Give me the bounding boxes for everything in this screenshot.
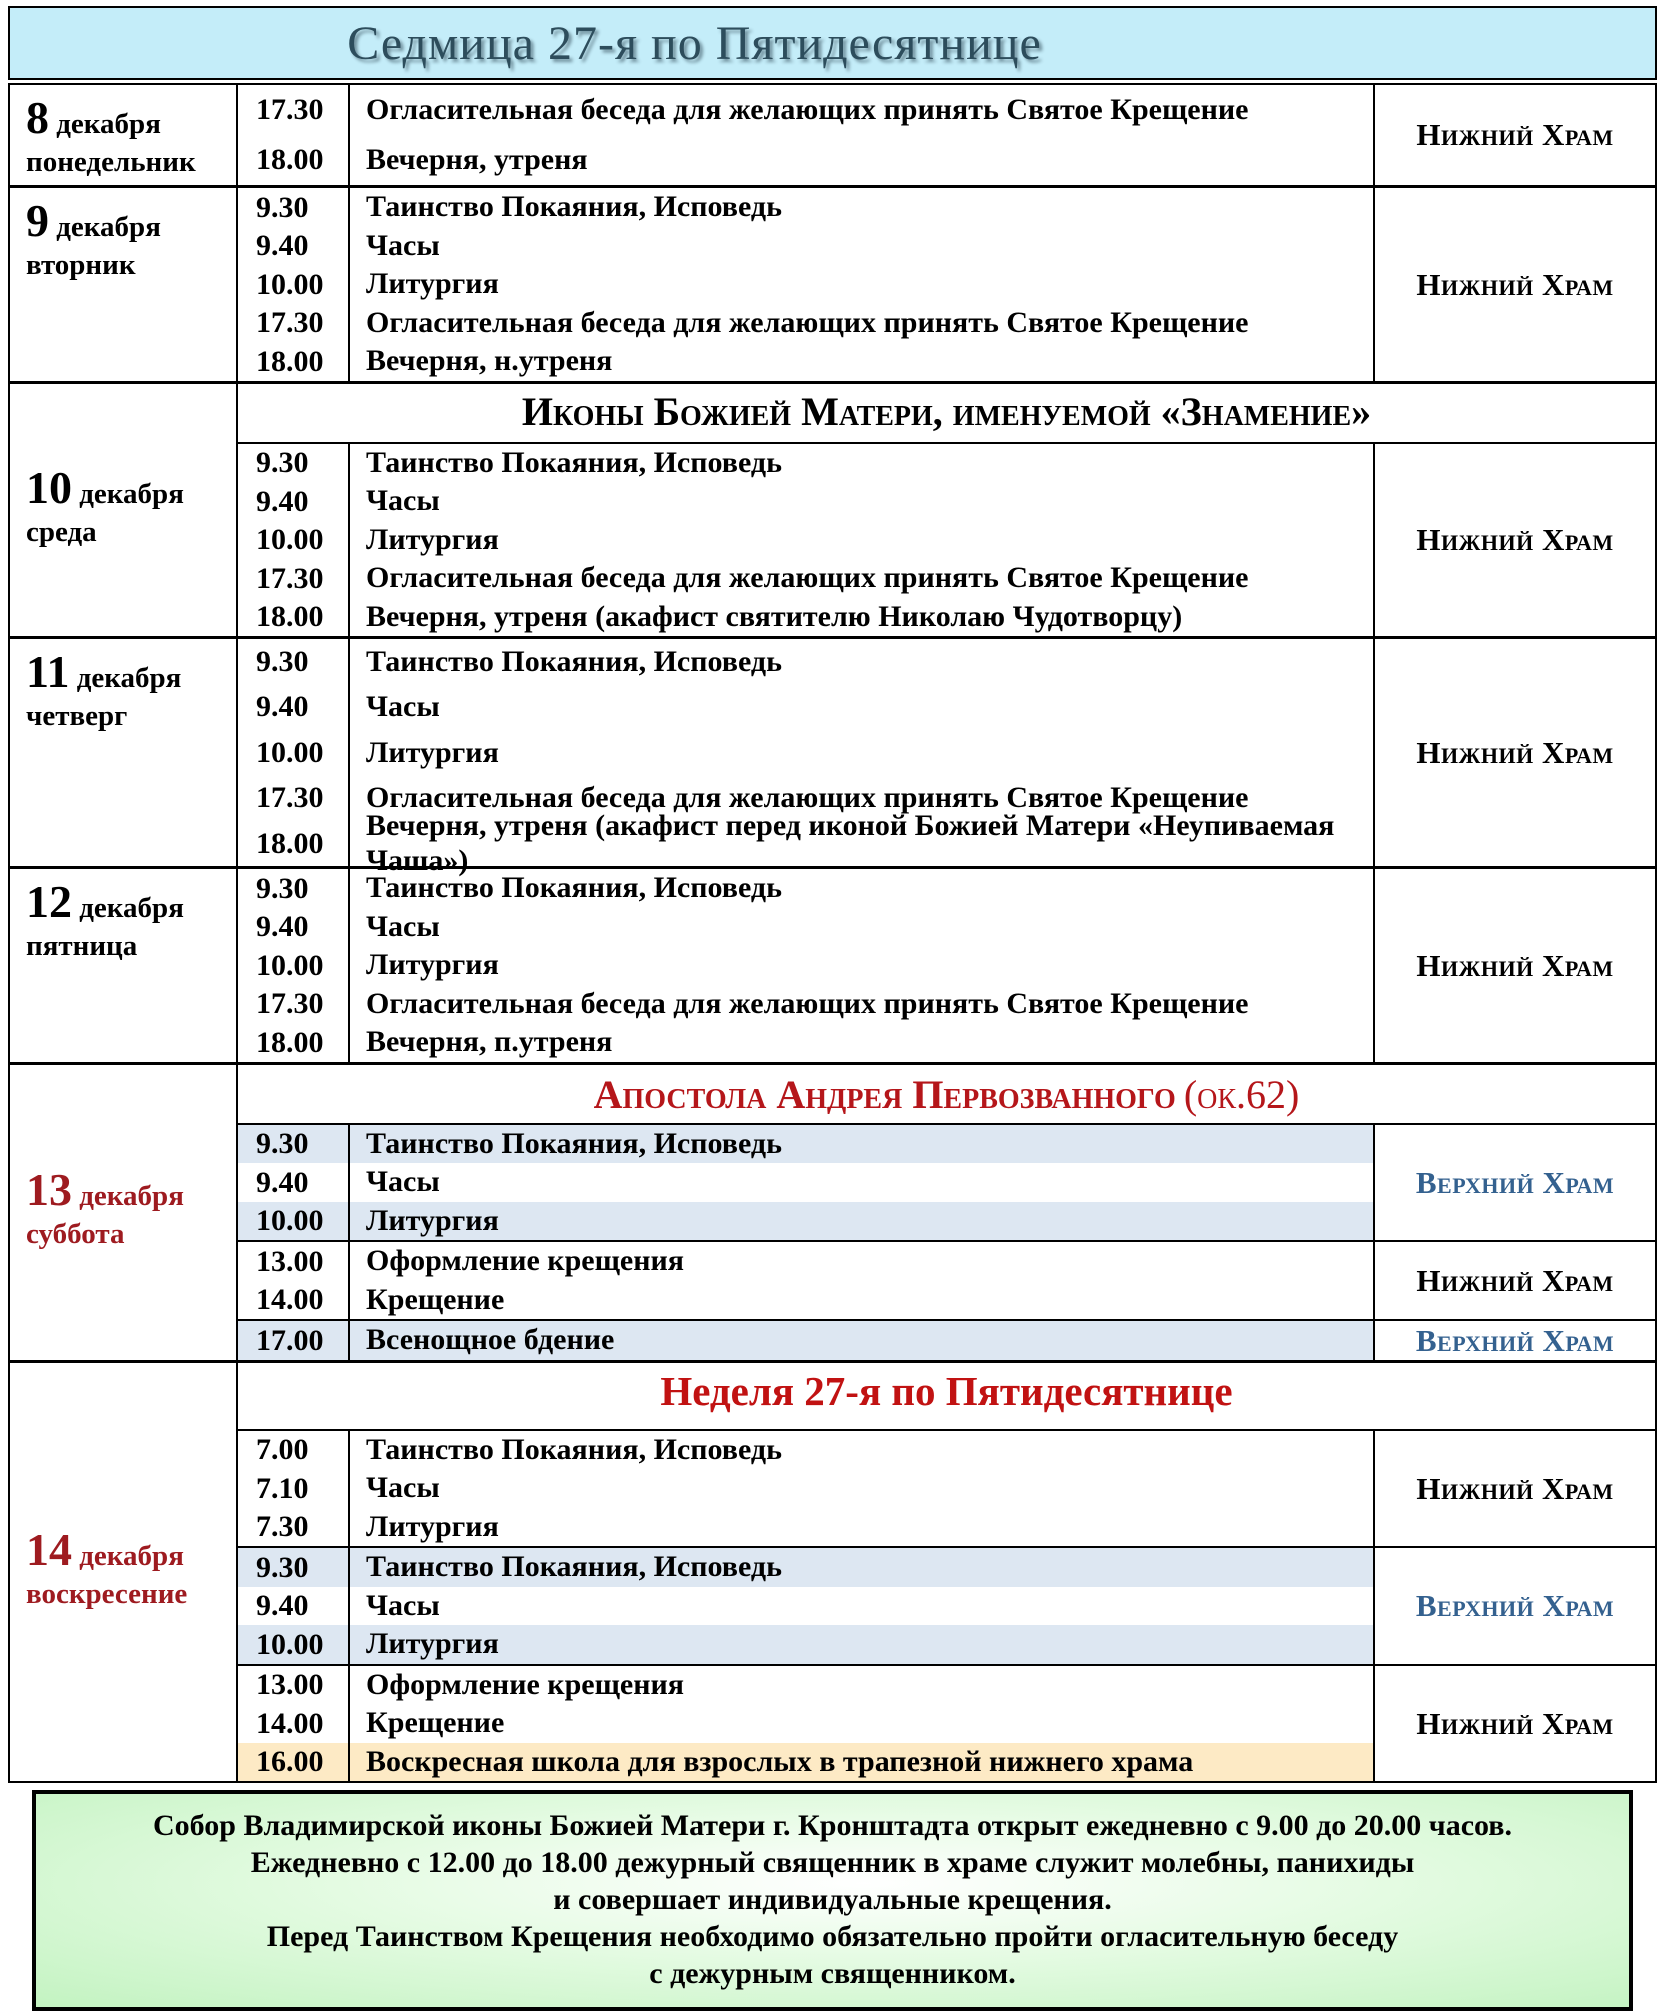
location-cell: Нижний Храм (1373, 1242, 1655, 1319)
date-number: 12 (26, 876, 72, 928)
time-cell: 18.00 (238, 598, 350, 637)
schedule-row (238, 1202, 1373, 1241)
date-cell (10, 639, 238, 866)
service-cell: Таинство Покаяния, Исповедь (366, 1550, 782, 1584)
day-section-понедельник (10, 85, 1655, 185)
date-label (26, 876, 232, 965)
service-cell: Оформление крещения (366, 1244, 685, 1278)
schedule-row (238, 1125, 1373, 1164)
service-rows (238, 1548, 1373, 1664)
time-cell: 17.30 (238, 85, 350, 135)
day-body (238, 188, 1655, 381)
service-cell: Воскресная школа для взрослых в трапезной нижнего храма (366, 1744, 1194, 1778)
service-cell: Таинство Покаяния, Исповедь (366, 1432, 782, 1466)
week-title-bar (8, 6, 1657, 80)
date-month: декабря (72, 892, 184, 925)
schedule-row (238, 639, 1373, 684)
date-month: декабря (72, 1539, 184, 1572)
footer-line: Собор Владимирской иконы Божией Матери г. Кронштадта открыт ежедневно с 9.00 до 20.00 часов. (153, 1809, 1512, 1843)
schedule-row (238, 1666, 1373, 1705)
time-cell: 18.00 (238, 1023, 350, 1062)
date-label (26, 1164, 184, 1253)
service-block (238, 1664, 1655, 1782)
service-block (238, 85, 1655, 185)
service-cell: Литургия (366, 1509, 499, 1543)
date-label (26, 646, 232, 735)
service-cell: Часы (366, 484, 440, 518)
schedule-row (238, 1023, 1373, 1062)
time-cell: 17.00 (238, 1321, 350, 1360)
schedule-row (238, 1242, 1373, 1281)
location-cell: Нижний Храм (1373, 639, 1655, 866)
schedule-row (238, 342, 1373, 381)
time-cell: 17.30 (238, 776, 350, 821)
service-cell: Огласительная беседа для желающих принять Святое Крещение (366, 986, 1249, 1020)
time-cell: 18.00 (238, 135, 350, 185)
schedule-row (238, 444, 1373, 483)
week-title: Седмица 27-я по Пятидесятнице (347, 16, 1042, 70)
schedule-row (238, 188, 1373, 227)
schedule-row (238, 1587, 1373, 1626)
schedule-row (238, 1431, 1373, 1470)
time-cell: 17.30 (238, 985, 350, 1024)
service-cell: Вечерня, н.утреня (366, 344, 613, 378)
date-cell (10, 384, 238, 637)
date-weekday: вторник (26, 249, 136, 282)
day-body (238, 384, 1655, 637)
time-cell: 7.30 (238, 1508, 350, 1547)
schedule-row (238, 809, 1373, 877)
time-cell: 9.30 (238, 869, 350, 908)
service-block (238, 1125, 1655, 1241)
feast-suffix: (ок.62) (1183, 1071, 1300, 1117)
date-month: декабря (49, 108, 161, 140)
service-cell: Вечерня, п.утреня (366, 1025, 613, 1059)
service-cell: Часы (366, 690, 440, 724)
feast-header (238, 384, 1655, 444)
schedule-row (238, 985, 1373, 1024)
service-rows (238, 1431, 1373, 1547)
schedule-row (238, 1743, 1373, 1782)
schedule-row (238, 135, 1373, 185)
date-weekday: понедельник (26, 145, 196, 178)
time-cell: 7.10 (238, 1469, 350, 1508)
service-cell: Крещение (366, 1282, 505, 1316)
schedule-table (8, 83, 1657, 1783)
day-section-среда (10, 381, 1655, 637)
date-number: 9 (26, 195, 49, 247)
time-cell: 9.30 (238, 1548, 350, 1587)
schedule-row (238, 1625, 1373, 1664)
schedule-row (238, 598, 1373, 637)
time-cell: 10.00 (238, 730, 350, 775)
schedule-row (238, 1508, 1373, 1547)
time-cell: 14.00 (238, 1281, 350, 1320)
service-cell: Вечерня, утреня (366, 143, 588, 177)
location-cell: Нижний Храм (1373, 188, 1655, 381)
service-rows (238, 1125, 1373, 1241)
date-weekday: воскресение (26, 1577, 188, 1610)
feast-title: Неделя 27-я по Пятидесятнице (660, 1367, 1233, 1414)
time-cell: 9.40 (238, 1587, 350, 1626)
service-cell: Таинство Покаяния, Исповедь (366, 644, 782, 678)
schedule-row (238, 304, 1373, 343)
service-cell: Огласительная беседа для желающих принять Святое Крещение (366, 781, 1249, 815)
schedule-row (238, 521, 1373, 560)
schedule-row (238, 1469, 1373, 1508)
service-block (238, 188, 1655, 381)
date-number: 10 (26, 461, 72, 513)
schedule-row (238, 1321, 1373, 1360)
time-cell: 9.30 (238, 1125, 350, 1164)
day-body (238, 1363, 1655, 1782)
service-cell: Крещение (366, 1706, 505, 1740)
service-block (238, 1431, 1655, 1547)
date-month: декабря (69, 662, 182, 695)
service-cell: Литургия (366, 522, 499, 556)
feast-header (238, 1065, 1655, 1125)
day-section-четверг (10, 636, 1655, 877)
date-cell (10, 1065, 238, 1360)
time-cell: 9.40 (238, 227, 350, 266)
service-rows (238, 188, 1373, 381)
day-body (238, 639, 1655, 877)
location-cell: Нижний Храм (1373, 869, 1655, 1062)
feast-header (238, 1363, 1655, 1431)
service-rows (238, 1321, 1373, 1360)
time-cell: 9.40 (238, 1163, 350, 1202)
time-cell: 17.30 (238, 304, 350, 343)
location-cell: Нижний Храм (1373, 1431, 1655, 1547)
time-cell: 9.40 (238, 482, 350, 521)
date-cell (10, 85, 238, 185)
date-month: декабря (72, 477, 184, 510)
date-weekday: четверг (26, 700, 128, 733)
service-cell: Таинство Покаяния, Исповедь (366, 1126, 782, 1160)
service-cell: Часы (366, 1588, 440, 1622)
service-rows (238, 869, 1373, 1062)
service-cell: Часы (366, 909, 440, 943)
service-block (238, 1546, 1655, 1664)
time-cell: 14.00 (238, 1704, 350, 1743)
day-body (238, 869, 1655, 1062)
schedule-row (238, 685, 1373, 730)
date-number: 14 (26, 1523, 72, 1575)
time-cell: 7.00 (238, 1431, 350, 1470)
day-section-суббота (10, 1062, 1655, 1360)
footer-line: и совершает индивидуальные крещения. (553, 1883, 1112, 1917)
service-block (238, 639, 1655, 877)
date-number: 13 (26, 1164, 72, 1216)
schedule-row (238, 1281, 1373, 1320)
time-cell: 9.30 (238, 639, 350, 684)
date-weekday: пятница (26, 930, 138, 963)
service-cell: Вечерня, утреня (акафист святителю Николаю Чудотворцу) (366, 599, 1183, 633)
feast-title: Апостола Андрея Первозванного (593, 1071, 1176, 1117)
day-section-воскресение (10, 1360, 1655, 1782)
schedule-row (238, 559, 1373, 598)
service-block (238, 444, 1655, 637)
schedule-row (238, 730, 1373, 775)
service-rows (238, 639, 1373, 877)
service-block (238, 1240, 1655, 1319)
service-cell: Литургия (366, 948, 499, 982)
time-cell: 10.00 (238, 265, 350, 304)
day-section-пятница (10, 866, 1655, 1062)
date-cell (10, 1363, 238, 1782)
time-cell: 17.30 (238, 559, 350, 598)
location-cell: Нижний Храм (1373, 1666, 1655, 1782)
footer-line: с дежурным священником. (649, 1956, 1016, 1990)
service-cell: Оформление крещения (366, 1667, 685, 1701)
date-label (26, 1523, 188, 1613)
time-cell: 18.00 (238, 342, 350, 381)
date-weekday: среда (26, 515, 97, 548)
service-rows (238, 444, 1373, 637)
service-cell: Литургия (366, 735, 499, 769)
time-cell: 18.00 (238, 821, 350, 866)
day-section-вторник (10, 185, 1655, 381)
service-block (238, 1319, 1655, 1360)
day-body (238, 85, 1655, 185)
service-rows (238, 1666, 1373, 1782)
service-cell: Литургия (366, 1627, 499, 1661)
time-cell: 10.00 (238, 1202, 350, 1241)
location-cell: Нижний Храм (1373, 85, 1655, 185)
schedule-row (238, 869, 1373, 908)
service-rows (238, 1242, 1373, 1319)
time-cell: 13.00 (238, 1666, 350, 1705)
time-cell: 9.40 (238, 685, 350, 730)
date-label (26, 461, 184, 551)
footer-note (32, 1790, 1633, 2010)
location-cell: Нижний Храм (1373, 444, 1655, 637)
date-cell (10, 188, 238, 381)
schedule-row (238, 482, 1373, 521)
location-cell: Верхний Храм (1373, 1125, 1655, 1241)
service-block (238, 869, 1655, 1062)
schedule-row (238, 908, 1373, 947)
service-cell: Огласительная беседа для желающих принять Святое Крещение (366, 561, 1249, 595)
location-cell: Верхний Храм (1373, 1548, 1655, 1664)
schedule-row (238, 946, 1373, 985)
schedule-row (238, 265, 1373, 304)
date-month: декабря (49, 211, 161, 244)
footer-line: Перед Таинством Крещения необходимо обязательно пройти огласительную беседу (266, 1920, 1399, 1954)
time-cell: 16.00 (238, 1743, 350, 1782)
service-cell: Огласительная беседа для желающих принять Святое Крещение (366, 92, 1249, 126)
date-number: 8 (26, 92, 49, 143)
schedule-row (238, 227, 1373, 266)
service-cell: Литургия (366, 1203, 499, 1237)
service-cell: Таинство Покаяния, Исповедь (366, 871, 782, 905)
footer-line: Ежедневно с 12.00 до 18.00 дежурный священник в храме служит молебны, панихиды (250, 1846, 1415, 1880)
date-label (26, 92, 232, 181)
service-cell: Вечерня, утреня (акафист перед иконой Божией Матери «Неупиваемая Чаша») (366, 809, 1335, 877)
schedule-row (238, 85, 1373, 135)
date-cell (10, 869, 238, 1062)
service-cell: Часы (366, 1471, 440, 1505)
service-cell: Огласительная беседа для желающих принять Святое Крещение (366, 305, 1249, 339)
service-cell: Литургия (366, 267, 499, 301)
time-cell: 10.00 (238, 1625, 350, 1664)
schedule-row (238, 1704, 1373, 1743)
service-cell: Часы (366, 228, 440, 262)
time-cell: 10.00 (238, 946, 350, 985)
service-cell: Таинство Покаяния, Исповедь (366, 190, 782, 224)
schedule-row (238, 1163, 1373, 1202)
day-body (238, 1065, 1655, 1360)
date-label (26, 195, 232, 284)
date-weekday: суббота (26, 1217, 125, 1250)
schedule-row (238, 1548, 1373, 1587)
service-rows (238, 85, 1373, 185)
service-cell: Таинство Покаяния, Исповедь (366, 445, 782, 479)
time-cell: 9.30 (238, 444, 350, 483)
time-cell: 10.00 (238, 521, 350, 560)
date-number: 11 (26, 646, 70, 698)
time-cell: 13.00 (238, 1242, 350, 1281)
time-cell: 9.40 (238, 908, 350, 947)
feast-title: Иконы Божией Матери, именуемой «Знамение» (521, 388, 1372, 434)
service-cell: Часы (366, 1165, 440, 1199)
time-cell: 9.30 (238, 188, 350, 227)
service-cell: Всенощное бдение (366, 1323, 615, 1357)
date-month: декабря (72, 1180, 184, 1213)
location-cell: Верхний Храм (1373, 1321, 1655, 1360)
